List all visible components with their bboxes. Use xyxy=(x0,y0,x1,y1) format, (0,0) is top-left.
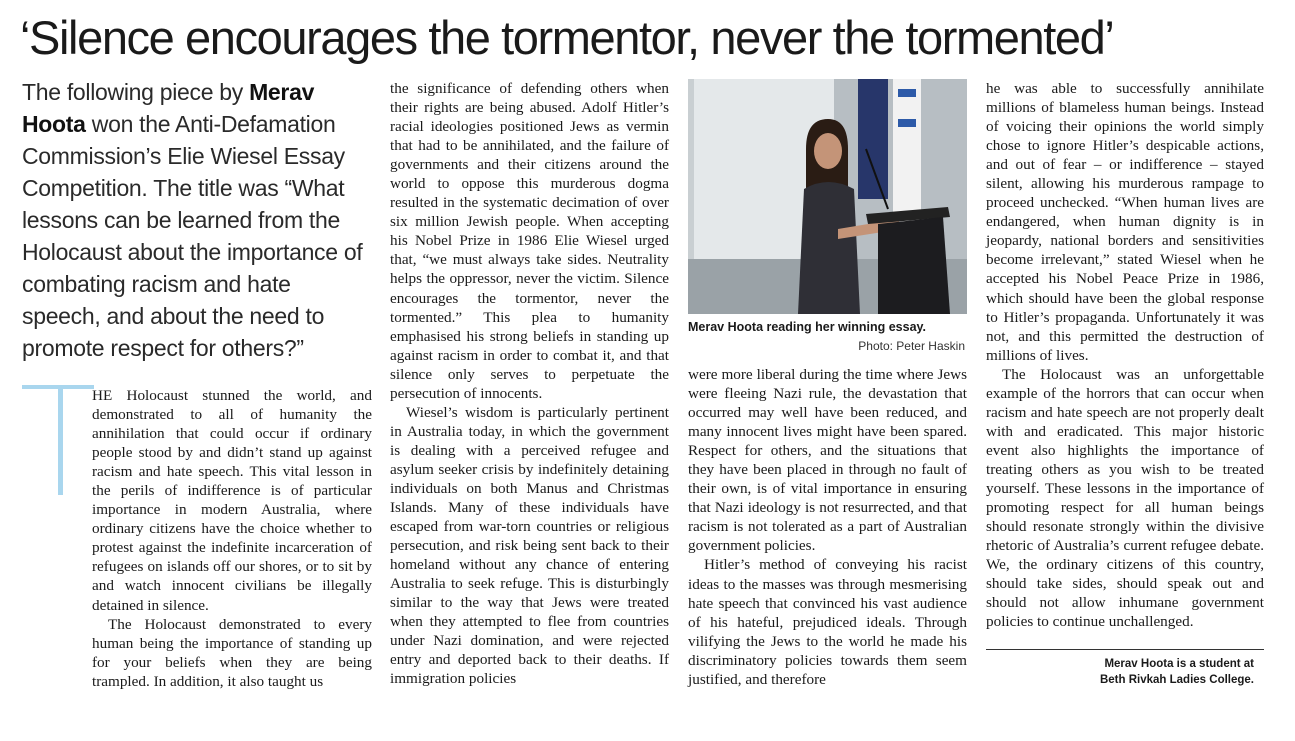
article-column-4 xyxy=(986,79,1264,631)
dropcap-stem xyxy=(58,385,63,495)
article-column-3 xyxy=(688,365,967,689)
standfirst xyxy=(22,76,374,364)
headline: ‘Silence encourages the tormentor, never the tormented’ xyxy=(20,11,1114,64)
author-bio-line: Merav Hoota is a student at xyxy=(1104,658,1254,670)
paragraph: the significance of defending others when their rights are being abused. Adolf Hitler’s racial ideologies positioned Jews as vermin that had to be annihilated, and the failure of governments and their citizens around the world to oppose this murderous dogma resulted in the systematic decimation of over six million Jewish people. When accepting his Nobel Prize in 1986 Elie Wiesel urged that, “we must always take sides. Neutrality helps the oppressor, never the victim. Silence encourages the tormentor, never the tormented.” This plea to humanity emphasised his strong beliefs in standing up against racism in order to combat it, and that silence only serves to perpetuate the persecution of innocents. xyxy=(390,80,669,402)
article-column-1 xyxy=(92,386,372,691)
bio-divider xyxy=(986,649,1264,650)
standfirst-intro: The following piece by xyxy=(22,79,250,105)
paragraph: were more liberal during the time where Jews were fleeing Nazi rule, the devastation that occurred may well have been reduced, and many innocent lives might have been spared. Respect for others, and the situations that they have been placed in through no fault of their own, is of vital importance in ensuring that Nazi ideology is not resurrected, and that racism is not tolerated as a part of Australian government policies. xyxy=(688,366,967,555)
author-bio xyxy=(986,656,1254,688)
paragraph: Wiesel’s wisdom is particularly pertinent in Australia today, in which the government is dealing with a perceived refugee and asylum seeker crisis by indefinitely detaining individuals on both Manus and Christmas Islands. Many of these individuals have escaped from war-torn countries or religious persecution, and risk being sent back to their homeland without any chance of entering Australia to seek refuge. This is disturbingly similar to the way that Jews were treated when they attempted to flee from countries under Nazi domination, and were rejected entry and deported back to their deaths. If immigration policies xyxy=(390,403,669,688)
paragraph: HE Holocaust stunned the world, and demonstrated to all of humanity the annihilation that could occur if ordinary people stood by and didn’t stand up against racism and hate speech. This vital lesson in the perils of indifference is of particular importance in modern Australia, where ordinary citizens have the choice whether to protest against the indefinite incarceration of refugees on islands off our shores, or to sit by and watch innocent civilians be illegally detained in silence. xyxy=(92,387,372,614)
paragraph: Hitler’s method of conveying his racist ideas to the masses was through mesmerising hate speech that convinced his vast audience of his hateful, prejudiced ideals. Through vilifying the Jews to the world he made his discriminatory policies towards them seem justified, and therefore xyxy=(688,556,967,688)
standfirst-author: Merav Hoota xyxy=(22,79,315,137)
article-photo xyxy=(688,79,967,314)
photo-illustration xyxy=(688,79,967,314)
author-bio-line: Beth Rivkah Ladies College. xyxy=(1099,674,1254,686)
paragraph: The Holocaust was an unforgettable example of the horrors that can occur when racism and hate speech are not properly dealt with and eradicated. This major historic event also highlights the importance of treating others as you wish to be treated yourself. These lessons in the importance of promoting respect for all human beings should resonate strongly within the divisive rhetoric of Australia’s current refugee debate. We, the ordinary citizens of this country, should take sides, should speak out and should not allow inhumane government policies to continue unchallenged. xyxy=(986,365,1264,631)
paragraph: he was able to successfully annihilate millions of blameless human beings. Instead of voicing their opinions the world simply chose to ignore Hitler’s despicable actions, and out of fear – or indifference – stayed silent, allowing his murderous rampage to proceed unchecked. “When human lives are endangered, when human dignity is in jeopardy, national borders and sensitivities become irrelevant,” stated Wiesel when he accepted his Nobel Peace Prize in 1986, which should have been the global response to Hitler’s propaganda. Unfortunately it was not, and this permitted the destruction of millions of lives. xyxy=(986,80,1264,364)
standfirst-text: won the Anti-Defamation Commission’s Elie Wiesel Essay Competition. The title was “What lessons can be learned from the Holocaust about the importance of combating racism and hate speech, and about the need to promote respect for others?” xyxy=(22,111,363,361)
paragraph: The Holocaust demonstrated to every human being the importance of standing up for your beliefs when they are being trampled. In addition, it also taught us xyxy=(92,615,372,690)
article-column-2 xyxy=(390,79,669,689)
photo-caption: Merav Hoota reading her winning essay. xyxy=(688,320,927,334)
photo-credit: Photo: Peter Haskin xyxy=(858,339,965,353)
